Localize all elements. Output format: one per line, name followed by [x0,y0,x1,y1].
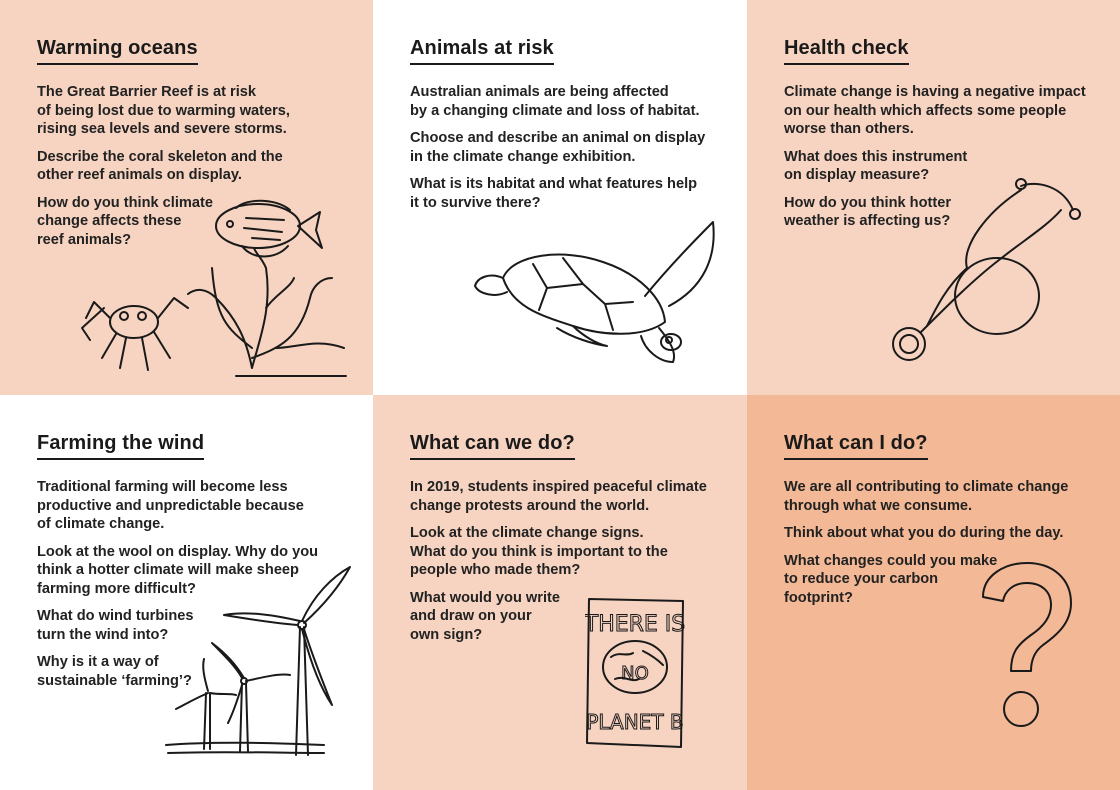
card-title: What can I do? [784,431,928,460]
card-health-check [747,0,1120,395]
card-paragraph: What would you write and draw on your own sign? [410,589,560,643]
card-title: Health check [784,36,909,65]
card-paragraph: What does this instrument on display measure? [784,148,968,183]
card-body [410,478,747,644]
card-paragraph: Describe the coral skeleton and the other reef animals on display. [37,148,283,183]
sign-text-line-1: THERE IS [585,612,686,637]
card-paragraph: We are all contributing to climate change through what we consume. [784,479,1069,514]
card-body [410,83,747,212]
card-title: Warming oceans [37,36,198,65]
sign-text-line-2: NO [621,663,649,684]
card-paragraph: How do you think hotter weather is affecting us? [784,194,952,229]
card-paragraph: What is its habitat and what features help it to survive there? [410,176,698,211]
card-title: Farming the wind [37,431,204,460]
card-paragraph: Look at the climate change signs. What do you think is important to the people who made them? [410,525,668,578]
card-paragraph: Think about what you do during the day. [784,525,1064,541]
card-paragraph: Traditional farming will become less productive and unpredictable because of climate change. [37,479,304,532]
protest-sign-icon [585,595,689,751]
card-title: What can we do? [410,431,575,460]
question-mark-icon [979,561,1075,731]
card-what-can-i-do [747,395,1120,790]
card-paragraph: How do you think climate change affects these reef animals? [37,194,213,248]
card-animals-at-risk [373,0,747,395]
card-paragraph: Look at the wool on display. Why do you think a hotter climate will make sheep farming more difficult? [37,543,319,597]
reef-animals-icon [76,198,348,378]
card-title: Animals at risk [410,36,554,65]
card-paragraph: The Great Barrier Reef is at risk of being lost due to warming waters, rising sea levels and severe storms. [37,84,290,137]
card-paragraph: In 2019, students inspired peaceful climate change protests around the world. [410,479,707,514]
card-farming-the-wind [0,395,373,790]
card-paragraph: Choose and describe an animal on display in the climate change exhibition. [410,130,706,165]
wind-turbines-icon [164,565,356,765]
sea-turtle-icon [473,218,721,368]
card-paragraph: Why is it a way of sustainable ‘farming’? [37,654,192,689]
card-paragraph: Climate change is having a negative impact on our health which affects some people worse than others. [784,84,1086,137]
sign-text-line-3: PLANET B [586,710,684,734]
card-what-can-we-do [373,395,747,790]
card-paragraph: Australian animals are being affected by a changing climate and loss of habitat. [410,84,700,119]
card-paragraph: What do wind turbines turn the wind into? [37,608,194,643]
stethoscope-icon [887,176,1087,368]
card-warming-oceans [0,0,373,395]
card-paragraph: What changes could you make to reduce your carbon footprint? [784,552,998,606]
